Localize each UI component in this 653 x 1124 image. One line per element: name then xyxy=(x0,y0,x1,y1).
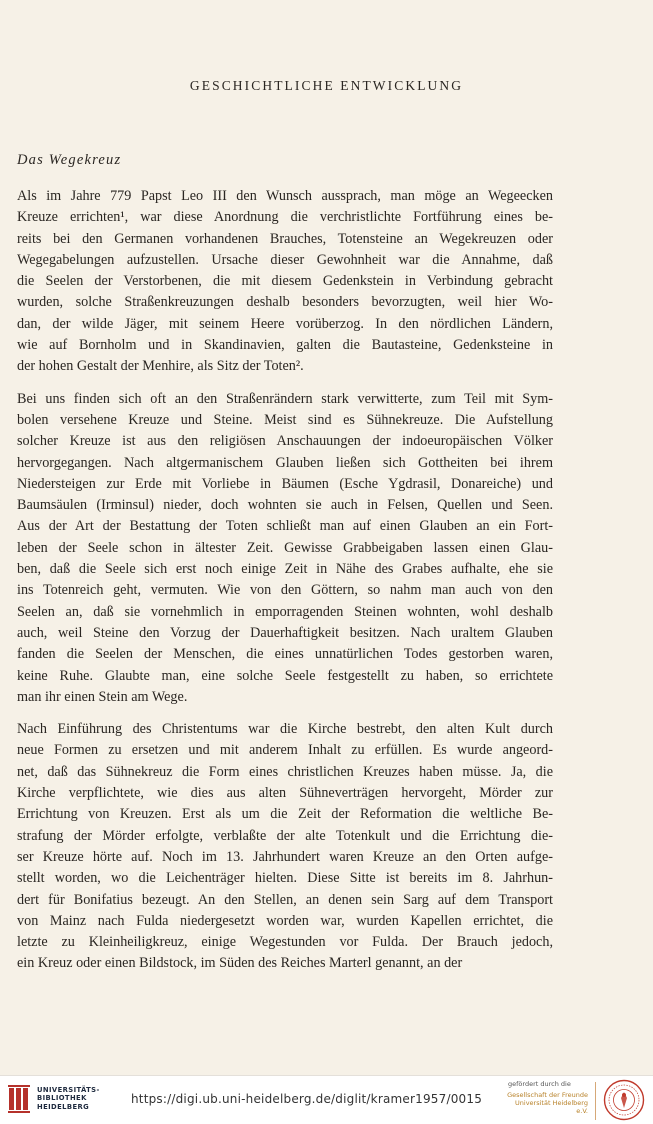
text-line: keine Ruhe. Glaubte man, eine solche Seele festgestellt zu haben, so errichtete xyxy=(17,667,553,684)
text-line: ben, daß die Seele sich erst noch einige Zeit in Nähe des Grabes aufhalte, ehe sie xyxy=(17,561,553,578)
text-line: Baumsäulen (Irminsul) nieder, doch wohnten sie auch in Felsen, Quellen und Seen. xyxy=(17,497,553,514)
text-line: Niedersteigen zur Erde mit Vorliebe in Bäumen (Esche Ygdrasil, Donareiche) und xyxy=(17,475,553,492)
library-name-line: HEIDELBERG xyxy=(37,1102,90,1111)
text-line: die Seelen der Verstorbenen, die mit diesem Gedenkstein in Verbindung gebracht xyxy=(17,273,553,290)
text-line: wie auf Bornholm und in Skandinavien, galten die Bautasteine, Gedenksteine in xyxy=(17,337,553,354)
sponsor-name xyxy=(506,1091,588,1115)
text-line: ser Kreuze hörte auf. Noch im 13. Jahrhundert waren Kreuze an den Orten aufge- xyxy=(17,848,553,865)
text-line: Kreuze errichten¹, war diese Anordnung die verchristlichte Fortführung eines be- xyxy=(17,209,553,226)
text-line: stellt worden, wo die Leichenträger hielten. Diese Sitte ist bereits im 8. Jahrhun- xyxy=(17,870,553,887)
text-line: Kirche verpflichtete, wie dies aus alten Sühneverträgen hervorgeht, Mörder zur xyxy=(17,785,553,802)
footer-divider xyxy=(595,1082,596,1120)
text-line: bolen versehene Kreuze und Steine. Meist sind es Sühnekreuze. Die Aufstellung xyxy=(17,411,553,428)
text-line: solcher Kreuze ist aus den religiösen Anschauungen der indoeuropäischen Völker xyxy=(17,433,553,450)
text-line: reits bei den Germanen vorhandenen Brauches, Totensteine an Wegekreuzen oder xyxy=(17,230,553,247)
text-line: fanden die Seelen der Menschen, die eines unnatürlichen Todes gestorben waren, xyxy=(17,646,553,663)
text-line: neue Formen zu ersetzen und mit anderem Inhalt zu erfüllen. Es wurde angeord- xyxy=(17,742,553,759)
text-line: der hohen Gestalt der Menhire, als Sitz der Toten². xyxy=(17,358,304,375)
text-line: dert für Bonifatius bezeugt. An den Stellen, an denen sein Sarg auf dem Transport xyxy=(17,891,553,908)
text-line: ein Kreuz oder einen Bildstock, im Süden des Reiches Marterl genannt, an der xyxy=(17,955,463,972)
text-line: wurden, solche Straßenkreuzungen deshalb besonders bevorzugten, weil hier Wo- xyxy=(17,294,553,311)
library-name-line: BIBLIOTHEK xyxy=(37,1094,87,1103)
sponsor-label: gefördert durch die xyxy=(508,1080,571,1088)
text-line: Seelen an, daß sie vornehmlich in emporragenden Steinen wohnten, wohl deshalb xyxy=(17,603,553,620)
text-line: Wegegabelungen aufzustellen. Ursache dieser Gewohnheit war die Annahme, daß xyxy=(17,251,553,268)
paragraph xyxy=(17,389,553,708)
text-line: leben der Seele schon in ältester Zeit. Gewisse Grabbeigaben lassen einen Glau- xyxy=(17,539,553,556)
text-line: man ihr einen Stein am Wege. xyxy=(17,688,188,705)
running-head: GESCHICHTLICHE ENTWICKLUNG xyxy=(189,78,464,93)
text-line: strafung der Mörder erfolgte, verblaßte der alte Totenkult und die Errichtung die- xyxy=(17,827,553,844)
text-line: Als im Jahre 779 Papst Leo III den Wunsch aussprach, man möge an Wegeecken xyxy=(17,188,553,204)
library-name xyxy=(37,1086,100,1111)
paragraph xyxy=(17,186,553,378)
sponsor-line: Universität Heidelberg e.V. xyxy=(515,1099,588,1115)
paragraph xyxy=(17,719,553,975)
body-text xyxy=(17,186,553,986)
text-line: Bei uns finden sich oft an den Straßenrändern stark verwitterte, zum Teil mit Sym- xyxy=(17,390,553,407)
sponsor-line: Gesellschaft der Freunde xyxy=(507,1091,588,1099)
text-line: dan, der wilde Jäger, mit seinem Heere vorüberzog. In den nördlichen Ländern, xyxy=(17,315,553,332)
library-logo-icon xyxy=(8,1084,32,1114)
text-line: Nach Einführung des Christentums war die Kirche bestrebt, den alten Kult durch xyxy=(17,721,553,738)
text-line: Errichtung von Kreuzen. Erst als um die Zeit der Reformation die weltliche Be- xyxy=(17,806,553,823)
text-line: von Mainz nach Fulda niedergesetzt worden war, wurden Kapellen errichtet, die xyxy=(17,912,553,929)
university-seal-icon xyxy=(603,1079,645,1121)
library-name-line: UNIVERSITÄTS- xyxy=(37,1086,100,1094)
text-line: Aus der Art der Bestattung der Toten schließt man auf einen Glauben an ein Fort- xyxy=(17,518,553,535)
text-line: ins Totenreich geht, vermuten. Wie von den Göttern, so nahm man auch von den xyxy=(17,582,553,599)
text-line: hervorgegangen. Nach altgermanischem Glauben ließen sich Gottheiten bei ihrem xyxy=(17,454,553,471)
text-line: auch, weil Steine den Vorzug der Dauerhaftigkeit besitzen. Nach uraltem Glauben xyxy=(17,624,553,641)
text-line: letzte zu Kleinheiligkreuz, einige Wegestunden vor Fulda. Der Brauch jedoch, xyxy=(17,934,553,951)
permalink-url[interactable]: https://digi.ub.uni-heidelberg.de/diglit/kramer1957/0015 xyxy=(131,1092,483,1106)
text-line: net, daß das Sühnekreuz die Form eines christlichen Kreuzes haben müsse. Ja, die xyxy=(17,763,553,780)
viewer-footer xyxy=(0,1075,653,1124)
section-title: Das Wegekreuz xyxy=(17,152,122,168)
